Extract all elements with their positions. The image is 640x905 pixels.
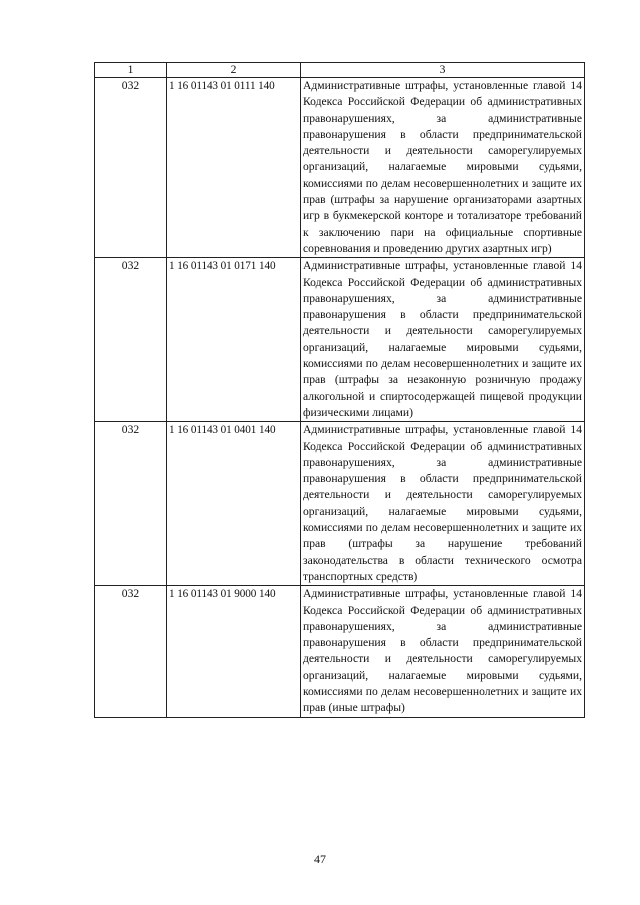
chapter-code-cell: 032: [95, 78, 167, 258]
chapter-code-cell: 032: [95, 258, 167, 422]
chapter-code-cell: 032: [95, 586, 167, 717]
table-row: [95, 258, 585, 422]
table-header-row: [95, 63, 585, 78]
table-row: [95, 586, 585, 717]
table-row: [95, 422, 585, 586]
chapter-code-cell: 032: [95, 422, 167, 586]
description-cell: Административные штрафы, установленные главой 14 Кодекса Российской Федерации об административных правонарушениях, за административные правонарушения в области предпринимательской деятельности и деятельности саморегулируемых организаций, налагаемые мировыми судьями, комиссиями по делам несовершеннолетних и защите их прав (штрафы за нарушение требований законодательства в области технического осмотра транспортных средств): [301, 422, 585, 586]
table-row: [95, 78, 585, 258]
description-cell: Административные штрафы, установленные главой 14 Кодекса Российской Федерации об административных правонарушениях, за административные правонарушения в области предпринимательской деятельности и деятельности саморегулируемых организаций, налагаемые мировыми судьями, комиссиями по делам несовершеннолетних и защите их прав (штрафы за незаконную розничную продажу алкогольной и спиртосодержащей пищевой продукции физическими лицами): [301, 258, 585, 422]
budget-code-cell: 1 16 01143 01 0171 140: [167, 258, 301, 422]
description-cell: Административные штрафы, установленные главой 14 Кодекса Российской Федерации об административных правонарушениях, за административные правонарушения в области предпринимательской деятельности и деятельности саморегулируемых организаций, налагаемые мировыми судьями, комиссиями по делам несовершеннолетних и защите их прав (иные штрафы): [301, 586, 585, 717]
column-header-2: 2: [167, 63, 301, 78]
column-header-3: 3: [301, 63, 585, 78]
description-cell: Административные штрафы, установленные главой 14 Кодекса Российской Федерации об административных правонарушениях, за административные правонарушения в области предпринимательской деятельности и деятельности саморегулируемых организаций, налагаемые мировыми судьями, комиссиями по делам несовершеннолетних и защите их прав (штрафы за нарушение организаторами азартных игр в букмекерской конторе и тотализаторе требований к заключению пари на официальные спортивные соревнования и проведению других азартных игр): [301, 78, 585, 258]
budget-classification-table: [94, 62, 585, 718]
budget-code-cell: 1 16 01143 01 0401 140: [167, 422, 301, 586]
column-header-1: 1: [95, 63, 167, 78]
budget-code-cell: 1 16 01143 01 0111 140: [167, 78, 301, 258]
page-number: 47: [314, 852, 326, 866]
budget-code-cell: 1 16 01143 01 9000 140: [167, 586, 301, 717]
